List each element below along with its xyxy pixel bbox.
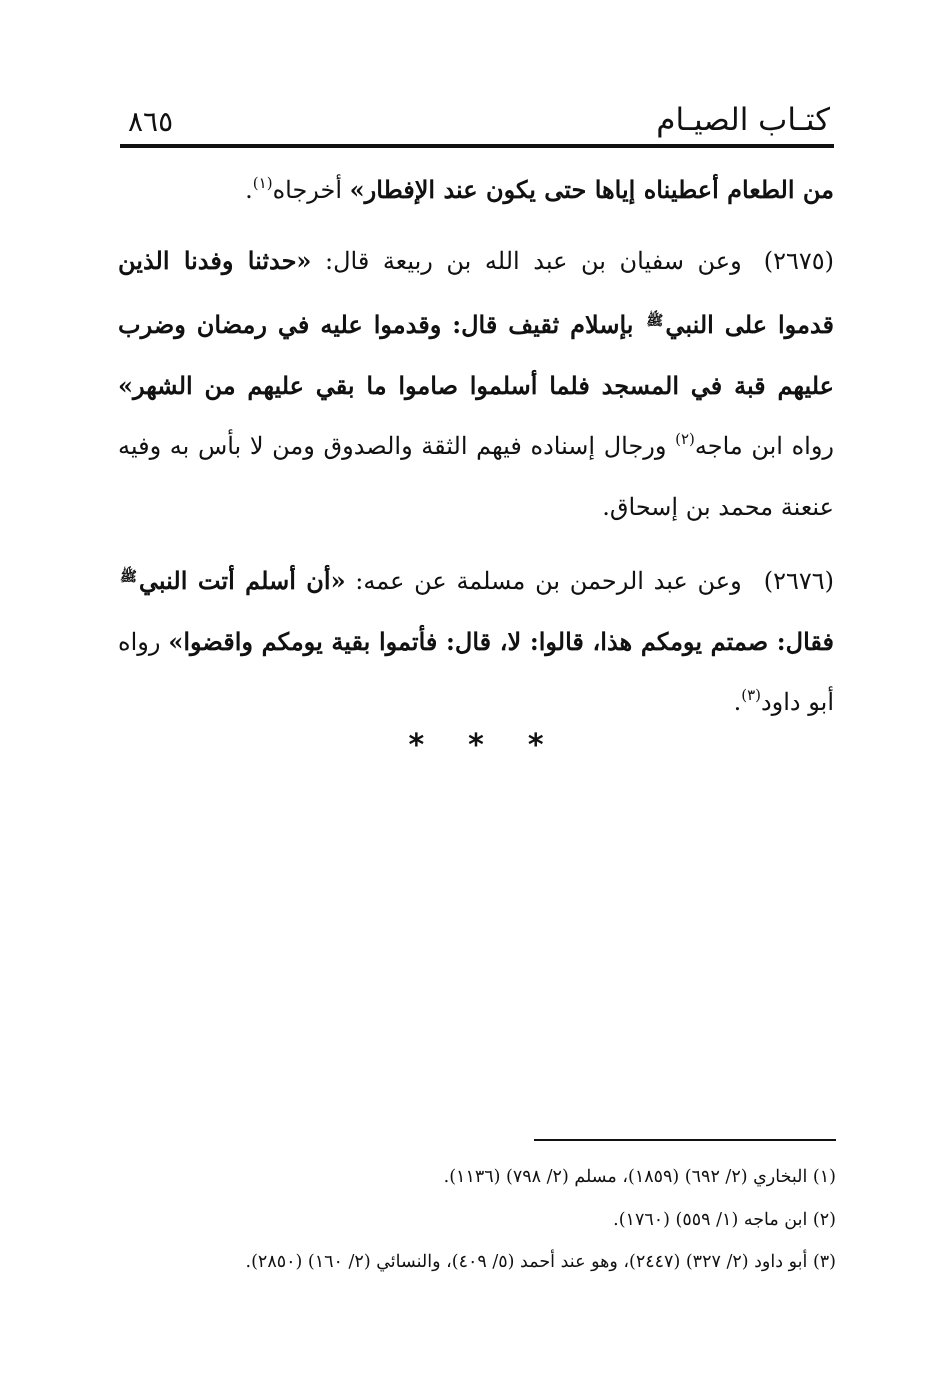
quote-text: من الطعام أعطيناه إياها حتى يكون عند الإفطار»: [349, 175, 834, 204]
footnote-marker: (٢): [675, 430, 695, 448]
quote-text: «حدثنا وفدنا الذين قدموا على النبي: [118, 245, 835, 339]
citation-text: رواه ابن ماجه: [694, 432, 834, 460]
section-separator: [0, 728, 952, 763]
main-text: [118, 160, 834, 743]
asterisk-icon: *: [527, 728, 544, 763]
citation-text: رواه أبو داود: [118, 627, 834, 716]
hadith-number: (٢٦٧٥): [763, 246, 834, 275]
hadith-2676: [118, 547, 834, 733]
sentence-end: .: [245, 176, 253, 204]
footnote-2: (٢) ابن ماجه (١/ ٥٥٩) (١٧٦٠).: [613, 1209, 836, 1230]
footnote-3: (٣) أبو داود (٢/ ٣٢٧) (٢٤٤٧)، وهو عند أحمد (٥/ ٤٠٩)، والنسائي (٢/ ١٦٠) (٢٨٥٠).: [245, 1252, 836, 1272]
paragraph-continuation: [118, 160, 834, 221]
footnote-1: (١) البخاري (٢/ ٦٩٢) (١٨٥٩)، مسلم (٢/ ٧٩٨) (١١٣٦).: [443, 1167, 836, 1187]
quote-text: فقال: صمتم يومكم هذا، قالوا: لا، قال: فأتموا بقية يومكم واقضوا»: [168, 626, 834, 656]
citation-text: أخرجاه: [272, 176, 350, 204]
running-header: [120, 98, 834, 148]
quote-text: بإسلام ثقيف قال: وقدموا عليه في رمضان وضرب عليهم قبة في المسجد فلما أسلموا صاموا ما بقي عليهم من الشهر»: [118, 310, 834, 400]
footnote-divider: [534, 1139, 836, 1141]
page-number: ٨٦٥: [128, 105, 174, 138]
sentence-end: .: [733, 688, 742, 716]
honorific-icon: ﷺ: [646, 313, 664, 329]
hadith-intro: وعن سفيان بن عبد الله بن ربيعة قال:: [311, 246, 742, 275]
hadith-intro: وعن عبد الرحمن بن مسلمة عن عمه:: [345, 567, 742, 595]
book-title: كتـاب الصيـام: [656, 102, 830, 138]
footnote-marker: (١): [252, 174, 273, 192]
hadith-number: (٢٦٧٦): [763, 567, 835, 595]
hadith-2675: [118, 231, 834, 538]
footnote-marker: (٣): [741, 686, 761, 704]
quote-text: «أن أسلم أتت النبي: [138, 566, 346, 595]
hadith-commentary: ورجال إسناده فيهم الثقة والصدوق ومن لا بأس به وفيه عنعنة محمد بن إسحاق.: [118, 432, 834, 521]
asterisk-icon: *: [408, 728, 425, 763]
asterisk-icon: *: [468, 728, 484, 763]
honorific-icon: ﷺ: [120, 569, 137, 585]
footnotes: [140, 1156, 836, 1284]
